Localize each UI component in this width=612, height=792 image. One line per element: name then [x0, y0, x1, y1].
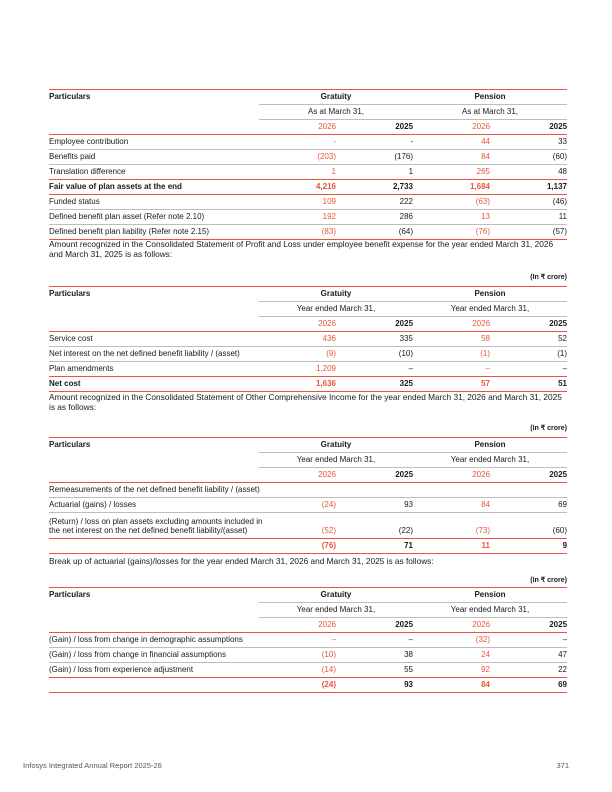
year-2025: 2025: [336, 317, 413, 332]
cell: 51: [558, 379, 568, 388]
cell: 47: [558, 650, 568, 659]
sub-header-pension: Year ended March 31,: [413, 453, 567, 468]
table-row-total: [49, 678, 567, 693]
row-label: Defined benefit plan liability (Refer note 2.15): [49, 227, 210, 236]
cell: (76): [475, 227, 491, 236]
cell: (64): [398, 227, 414, 236]
cell: –: [331, 635, 336, 644]
sub-header-gratuity: Year ended March 31,: [259, 453, 413, 468]
row-label: Employee contribution: [49, 137, 129, 146]
cell: 93: [404, 680, 414, 689]
cell: (76): [321, 541, 336, 550]
cell: (10): [321, 650, 336, 659]
year-2025: 2025: [336, 120, 413, 135]
cell: 1,137: [546, 182, 568, 191]
cell: 265: [476, 167, 491, 176]
cell: 84: [481, 500, 491, 509]
year-2026: 2026: [259, 120, 336, 135]
cell: 71: [404, 541, 414, 550]
cell: 1: [331, 167, 336, 176]
cell: 11: [558, 212, 568, 221]
table-row: [49, 225, 567, 240]
year-2026: 2026: [413, 468, 490, 483]
year-2025: 2025: [336, 618, 413, 633]
cell: (60): [552, 152, 568, 161]
year-2025: 2025: [490, 120, 567, 135]
cell: (1): [557, 349, 568, 358]
col-pension: Pension: [474, 590, 506, 599]
cell: (9): [326, 349, 336, 358]
cell: 38: [404, 650, 414, 659]
cell: 11: [481, 541, 491, 550]
row-label-line-2: the net interest on the net defined benefit liability/(asset): [49, 526, 248, 535]
year-2026: 2026: [259, 468, 336, 483]
cell: -: [410, 137, 414, 146]
row-label: Service cost: [49, 334, 93, 343]
row-label: (Gain) / loss from change in financial assumptions: [49, 650, 226, 659]
report-title: Infosys Integrated Annual Report 2025-26: [23, 761, 162, 770]
col-particulars: Particulars: [49, 289, 91, 299]
plan-assets-table: [49, 89, 567, 240]
cell: 22: [558, 665, 568, 674]
col-particulars: Particulars: [49, 92, 91, 102]
cell: (32): [475, 635, 491, 644]
row-label: Actuarial (gains) / losses: [49, 500, 137, 509]
cell: 9: [562, 541, 568, 550]
sub-header-pension: Year ended March 31,: [413, 302, 567, 317]
cell: (24): [321, 500, 336, 509]
cell: 2,733: [392, 182, 414, 191]
cell: (63): [475, 197, 491, 206]
year-2026: 2026: [413, 120, 490, 135]
col-gratuity: Gratuity: [320, 92, 352, 101]
row-label: Defined benefit plan asset (Refer note 2.10): [49, 212, 205, 221]
year-2025: 2025: [490, 468, 567, 483]
oci-table: [49, 437, 567, 554]
cell: (10): [398, 349, 414, 358]
year-2025: 2025: [490, 317, 567, 332]
cell: 1,636: [315, 379, 336, 388]
cell: 1: [408, 167, 414, 176]
table-row: [49, 165, 567, 180]
year-2026: 2026: [413, 618, 490, 633]
table-row: [49, 513, 567, 539]
cell: (60): [552, 526, 568, 535]
row-label-line-1: (Return) / loss on plan assets excluding amounts included in: [49, 517, 263, 526]
page-number: 371: [556, 761, 569, 770]
col-particulars: Particulars: [49, 590, 91, 600]
cell: 55: [404, 665, 414, 674]
row-label: [49, 539, 259, 554]
table-row: [49, 135, 567, 150]
col-particulars: Particulars: [49, 440, 91, 450]
table-row: [49, 648, 567, 663]
cell: 52: [558, 334, 568, 343]
row-label: Funded status: [49, 197, 100, 206]
cell: (83): [321, 227, 336, 236]
cell: 13: [481, 212, 491, 221]
cell: 1,684: [469, 182, 491, 191]
year-2025: 2025: [336, 468, 413, 483]
cell: 69: [558, 680, 568, 689]
year-2026: 2026: [259, 317, 336, 332]
table-row-total: [49, 539, 567, 554]
cell: (1): [480, 349, 491, 358]
table-row: [49, 195, 567, 210]
table-row: [49, 362, 567, 377]
cell: 92: [481, 665, 491, 674]
cell: 335: [399, 334, 414, 343]
table-row-total: [49, 180, 567, 195]
row-label: [49, 513, 263, 539]
paragraph-actuarial-breakup: Break up of actuarial (gains)/losses for the year ended March 31, 2026 and March 31, 2025 is as follows:: [49, 556, 434, 566]
row-label: Benefits paid: [49, 152, 96, 161]
row-label: Net interest on the net defined benefit liability / (asset): [49, 349, 240, 358]
unit-label: (In ₹ crore): [530, 577, 567, 584]
row-label: (Gain) / loss from change in demographic assumptions: [49, 635, 243, 644]
cell: 325: [399, 379, 414, 388]
cell: 4,216: [315, 182, 336, 191]
row-label: Net cost: [49, 379, 81, 388]
cell: 24: [481, 650, 491, 659]
cell: –: [485, 364, 491, 373]
col-pension: Pension: [474, 440, 506, 449]
unit-label: (In ₹ crore): [530, 425, 567, 432]
year-2026: 2026: [413, 317, 490, 332]
actuarial-breakup-table: [49, 587, 567, 693]
cell: -: [333, 137, 336, 146]
cell: 1,209: [315, 364, 336, 373]
cell: (203): [317, 152, 336, 161]
cell: (52): [321, 526, 336, 535]
paragraph-other-comprehensive-income: Amount recognized in the Consolidated Statement of Other Comprehensive Income for the year ended March 31, 2026 and March 31, 2025 is as follows:: [49, 392, 562, 412]
sub-header-gratuity: Year ended March 31,: [259, 603, 413, 618]
cell: 58: [481, 334, 491, 343]
table-row: [49, 210, 567, 225]
col-pension: Pension: [474, 289, 506, 298]
section-heading-row: [49, 483, 567, 498]
row-label: Plan amendments: [49, 364, 114, 373]
sub-header-gratuity: As at March 31,: [259, 105, 413, 120]
cell: 93: [404, 500, 414, 509]
sub-header-pension: As at March 31,: [413, 105, 567, 120]
col-gratuity: Gratuity: [320, 590, 352, 599]
paragraph-profit-loss: Amount recognized in the Consolidated Statement of Profit and Loss under employee benefit expense for the year ended March 31, 2026 and March 31, 2025 is as follows:: [49, 239, 554, 259]
section-heading: Remeasurements of the net defined benefit liability / (asset): [49, 485, 260, 494]
table-row: [49, 498, 567, 513]
cell: 33: [558, 137, 568, 146]
cell: (46): [552, 197, 568, 206]
cell: (22): [398, 526, 414, 535]
cell: –: [408, 635, 414, 644]
table-row: [49, 663, 567, 678]
col-gratuity: Gratuity: [320, 289, 352, 298]
cell: 57: [481, 379, 491, 388]
cell: 286: [399, 212, 414, 221]
cell: 69: [558, 500, 568, 509]
cell: 109: [322, 197, 336, 206]
cell: 436: [322, 334, 336, 343]
cell: (73): [475, 526, 491, 535]
profit-loss-table: [49, 286, 567, 392]
row-label: [49, 678, 259, 693]
sub-header-pension: Year ended March 31,: [413, 603, 567, 618]
year-2025: 2025: [490, 618, 567, 633]
cell: 84: [481, 680, 491, 689]
cell: 222: [399, 197, 414, 206]
cell: 192: [322, 212, 336, 221]
table-row-total: [49, 377, 567, 392]
table-row: [49, 347, 567, 362]
row-label: (Gain) / loss from experience adjustment: [49, 665, 194, 674]
cell: (176): [394, 152, 414, 161]
row-label: Fair value of plan assets at the end: [49, 182, 182, 191]
col-pension: Pension: [474, 92, 506, 101]
cell: 84: [481, 152, 491, 161]
sub-header-gratuity: Year ended March 31,: [259, 302, 413, 317]
col-gratuity: Gratuity: [320, 440, 352, 449]
table-row: [49, 150, 567, 165]
table-row: [49, 332, 567, 347]
year-2026: 2026: [259, 618, 336, 633]
row-label: Translation difference: [49, 167, 126, 176]
cell: –: [408, 364, 414, 373]
table-row: [49, 633, 567, 648]
cell: (14): [321, 665, 336, 674]
cell: 44: [481, 137, 491, 146]
unit-label: (In ₹ crore): [530, 274, 567, 281]
cell: –: [562, 635, 568, 644]
cell: 48: [558, 167, 568, 176]
cell: (57): [552, 227, 568, 236]
cell: (24): [321, 680, 336, 689]
cell: –: [562, 364, 568, 373]
